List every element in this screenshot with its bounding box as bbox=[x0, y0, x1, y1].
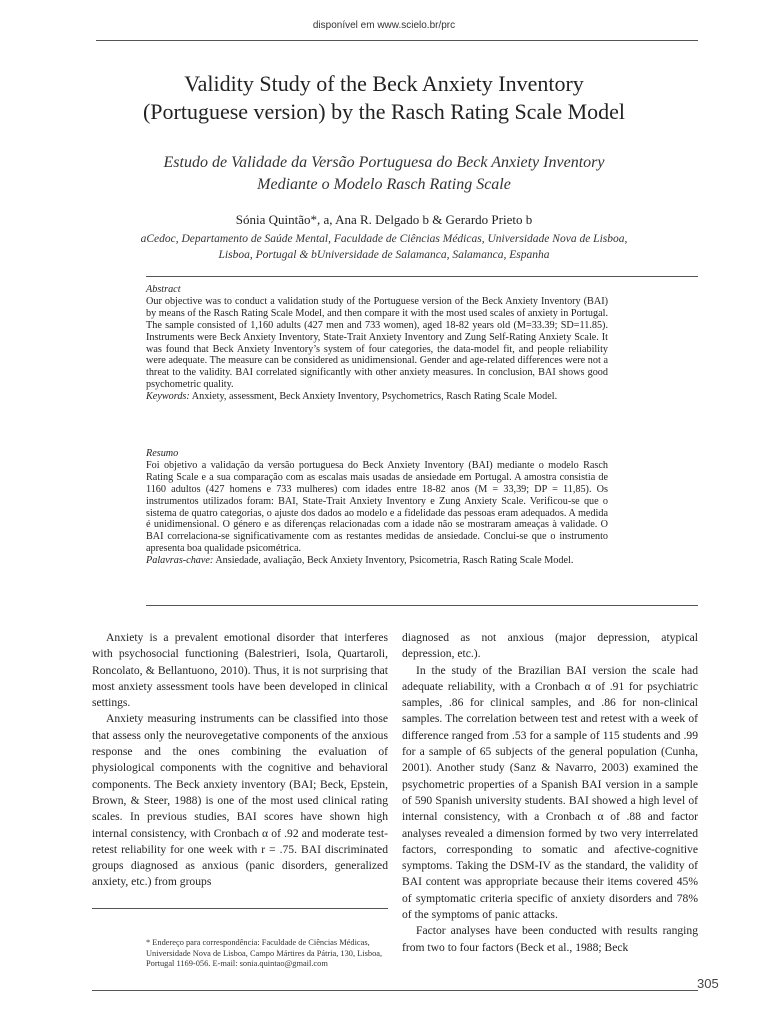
keywords-label: Keywords: bbox=[146, 391, 190, 403]
resumo-heading: Resumo bbox=[146, 448, 179, 459]
paragraph: Anxiety measuring instruments can be classified into those that assess only the neurovegetative components of the anxious response and the ones combining the evaluation of physiological components with the cognitive and behavioral components. The Beck anxiety inventory (BAI; Beck, Epstein, Brown, & Steer, 1988) is one of the most used clinical rating scales. In previous studies, BAI scores have shown high internal consistency, with Cronbach α of .92 and moderate test-retest reliability for one week with r = .75. BAI discriminated groups diagnosed as anxious (panic disorders, generalized anxiety, etc.) from groups bbox=[92, 712, 388, 889]
journal-availability-line: disponível em www.scielo.br/prc bbox=[312, 20, 456, 31]
palavras-chave-text: Ansiedade, avaliação, Beck Anxiety Inventory, Psicometria, Rasch Rating Scale Model. bbox=[215, 555, 574, 567]
paragraph: Factor analyses have been conducted with results ranging from two to four factors (Beck et al., 1988; Beck bbox=[402, 924, 698, 954]
affiliation-line-1: aCedoc, Departamento de Saúde Mental, Faculdade de Ciências Médicas, Universidade Nova de Lisboa, bbox=[140, 233, 628, 245]
abstract-text: Our objective was to conduct a validation study of the Portuguese version of the Beck Anxiety Inventory (BAI) by means of the Rasch Rating Scale Model, and then compare it with the most used scales of anxiety in Portugal. The sample consisted of 1,160 adults (427 men and 733 women), aged 18-82 years old (M=33.39; SD=11.85). Instruments were Beck Anxiety Inventory, State-Trait Anxiety Inventory and Zung Self-Rating Anxiety Scale. It was found that Beck Anxiety Inventory’s system of four categories, the data-model fit, and people reliability were adequate. The measure can be considered as unidimensional. Gender and age-related differences were not a threat to the validity. BAI correlated significantly with other anxiety measures. In conclusion, BAI shows good psychometric quality. bbox=[146, 295, 608, 391]
affiliation-line-2: Lisboa, Portugal & bUniversidade de Salamanca, Salamanca, Espanha bbox=[218, 249, 550, 261]
paragraph: Anxiety is a prevalent emotional disorder that interferes with psychosocial functioning (Balestrieri, Isola, Quartaroli, Roncolato, & Bellantuono, 2010). Thus, it is not surprising that most anxiety assessment tools have been developed in clinical settings. bbox=[92, 631, 388, 710]
resumo-text: Foi objetivo a validação da versão portuguesa do Beck Anxiety Inventory (BAI) mediante o modelo Rasch Rating Scale e a sua comparação com as escalas mais usadas de ansiedade em Portugal. A amostra consistia de 1160 adultos (427 homens e 733 mulheres) com idades entre 18-82 anos (M = 33,39; DP = 11,85). Os instrumentos utilizados foram: BAI, State-Trait Anxiety Inventory e Zung Anxiety Scale. Verificou-se que o sistema de quatro categorias, o ajuste dos dados ao modelo e a fidelidade das pessoas eram adequados. A medida é unidimensional. O género e as diferenças relacionadas com a idade não se mostraram ameaças à validade. O BAI correlaciona-se significativamente com as restantes medidas de ansiedade. Conclui-se que o instrumento apresenta boa qualidade psicométrica. bbox=[146, 459, 608, 555]
footer-rule bbox=[92, 990, 698, 991]
resumo-keywords bbox=[146, 555, 608, 567]
abstract-block bbox=[146, 284, 608, 403]
subtitle-line-2: Mediante o Modelo Rasch Rating Scale bbox=[257, 176, 511, 193]
affiliations bbox=[60, 231, 708, 263]
abstract-keywords bbox=[146, 391, 608, 403]
article-title bbox=[60, 70, 708, 126]
footnote-rule bbox=[92, 908, 388, 909]
correspondence-footnote: * Endereço para correspondência: Faculdade de Ciências Médicas, Universidade Nova de Lisboa, Campo Mártires da Pátria, 130, Lisboa, Portugal 1169-056. E-mail: sonia.quintao@gmail.com bbox=[146, 938, 383, 968]
abstract-heading: Abstract bbox=[146, 284, 181, 295]
keywords-text: Anxiety, assessment, Beck Anxiety Inventory, Psychometrics, Rasch Rating Scale Model. bbox=[191, 391, 558, 403]
resumo-block bbox=[146, 448, 608, 567]
abstract-top-rule bbox=[146, 276, 698, 277]
article-subtitle bbox=[60, 152, 708, 196]
title-line-1: Validity Study of the Beck Anxiety Inventory bbox=[184, 71, 584, 96]
palavras-chave-label: Palavras-chave: bbox=[146, 555, 214, 567]
right-column bbox=[402, 630, 698, 956]
left-column bbox=[92, 630, 388, 891]
paragraph: diagnosed as not anxious (major depression, atypical depression, etc.). bbox=[402, 631, 698, 661]
header-rule bbox=[96, 40, 698, 41]
subtitle-line-1: Estudo de Validade da Versão Portuguesa do Beck Anxiety Inventory bbox=[163, 154, 605, 171]
paragraph: In the study of the Brazilian BAI version the scale had adequate reliability, with a Cronbach α of .91 for psychiatric samples, .86 for clinical samples, and .86 for non-clinical samples. The correlation between test and retest with a week of difference ranged from .53 for a sample of 115 students and .99 for a sample of 65 subjects of the general population (Cunha, 2001). Another study (Sanz & Navarro, 2003) examined the psychometric properties of a Spanish BAI version in a sample of 590 Spanish university students. BAI showed a high level of internal consistency, with a Cronbach α of .88 and factor analyses revealed a dimension formed by two very interrelated factors, corresponding to somatic and afective-cognitive symptoms. Taking the DSM-IV as the standard, the validity of BAI content was appropriate because their items covered 45% of symptomatic criteria specific of anxiety disorders and 78% of the symptoms of panic attacks. bbox=[402, 663, 698, 922]
title-line-2: (Portuguese version) by the Rasch Rating Scale Model bbox=[142, 99, 626, 124]
page-number: 305 bbox=[697, 976, 719, 991]
author-list: Sónia Quintão*, a, Ana R. Delgado b & Gerardo Prieto b bbox=[235, 212, 533, 227]
abstract-bottom-rule bbox=[146, 605, 698, 606]
